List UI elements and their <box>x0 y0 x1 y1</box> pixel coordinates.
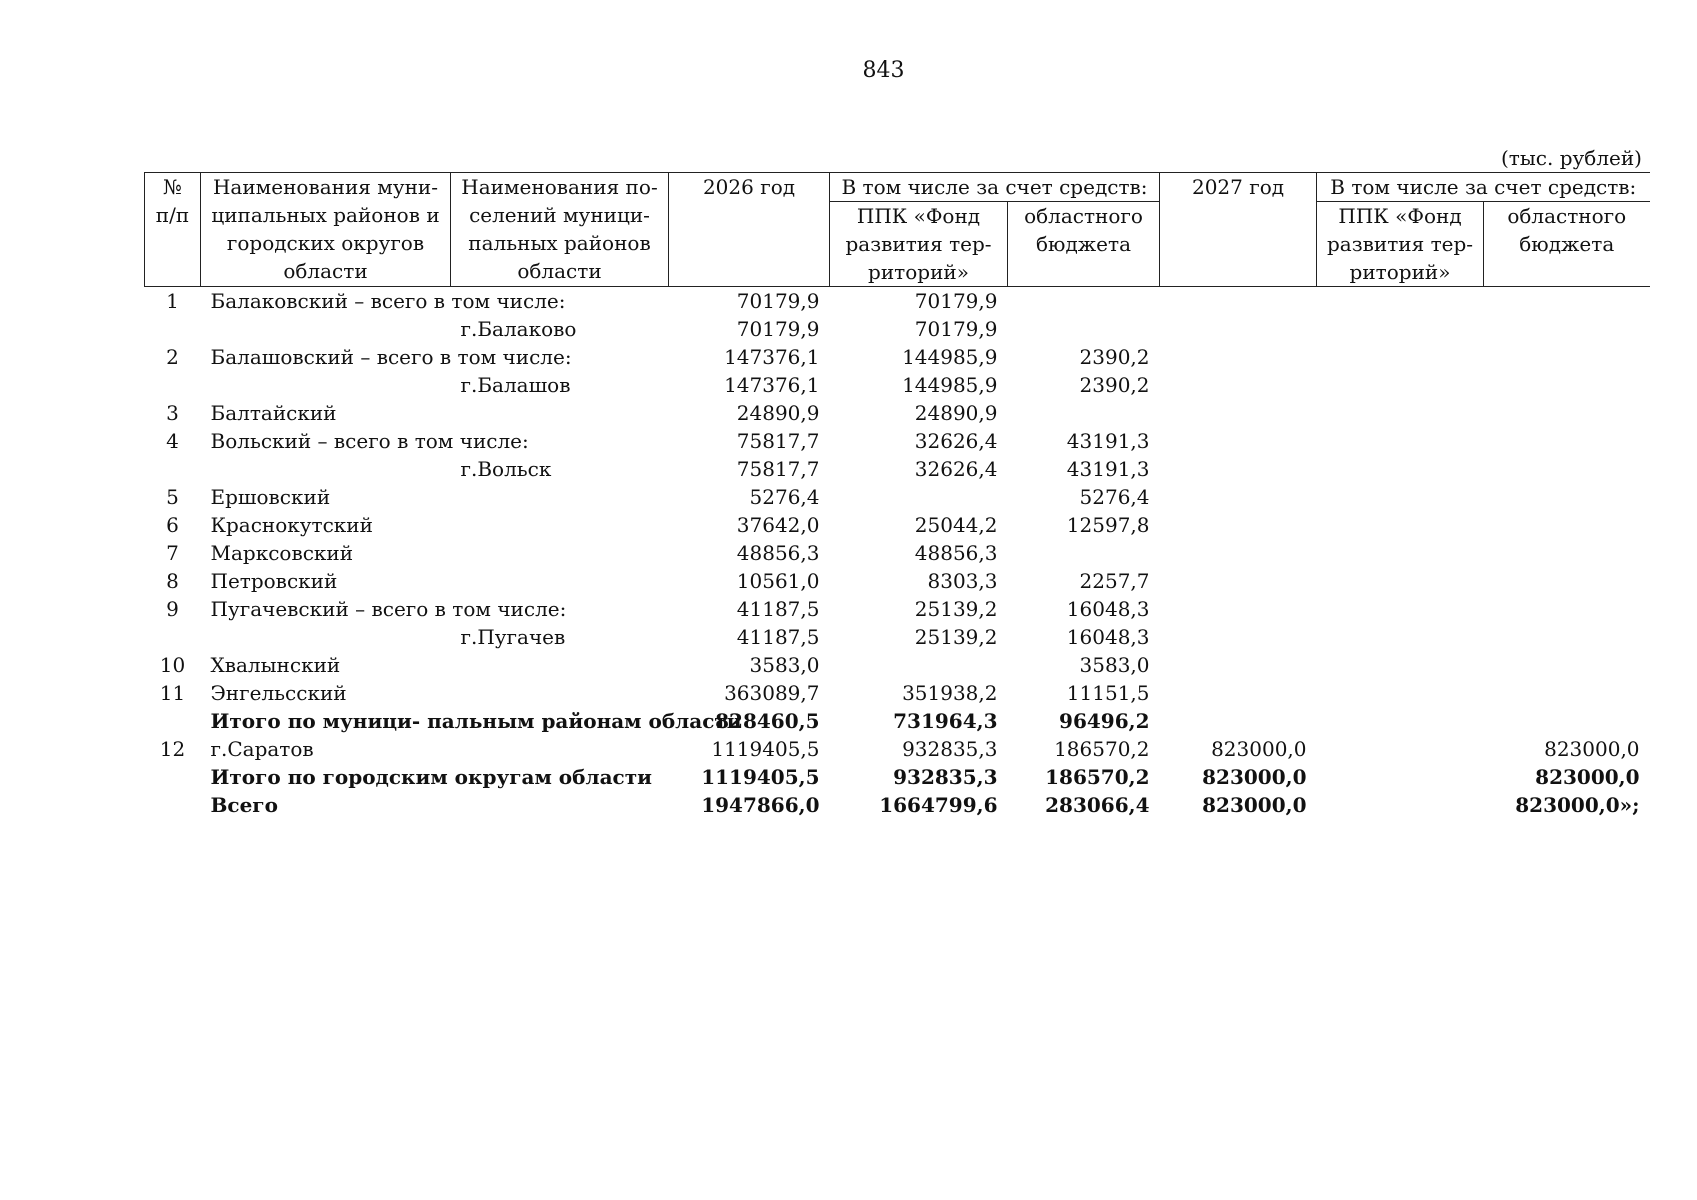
header-ppk-2027: ППК «Фонд развития территорий» <box>1317 202 1484 287</box>
row-number-cell: 11 <box>159 681 186 705</box>
total-2026-cell: 37642,0 <box>736 513 820 537</box>
ppk-2027-cell <box>1317 455 1484 483</box>
regional-2027-cell <box>1484 595 1650 623</box>
row-number-cell <box>145 455 201 483</box>
total-2027-cell <box>1160 707 1317 735</box>
district-name-cell: Балашовский – всего в том числе: <box>210 345 572 369</box>
ppk-2026-cell: 144985,9 <box>902 373 998 397</box>
regional-2026-cell: 16048,3 <box>1066 625 1150 649</box>
regional-2026-cell <box>1008 315 1160 343</box>
total-2027-cell <box>1160 371 1317 399</box>
ppk-2026-cell: 8303,3 <box>927 569 998 593</box>
ppk-2026-cell: 32626,4 <box>914 429 998 453</box>
header-settlements: Наименования поселений муниципальных районов области <box>451 173 669 287</box>
row-number-cell: 6 <box>166 513 179 537</box>
total-2026-cell: 10561,0 <box>736 569 820 593</box>
ppk-2026-cell: 25044,2 <box>914 513 998 537</box>
ppk-2027-cell <box>1317 595 1484 623</box>
table-row <box>145 679 1650 707</box>
header-including-2026: В том числе за счет средств: <box>830 173 1160 202</box>
header-ppk-2026: ППК «Фонд развития территорий» <box>830 202 1008 287</box>
settlement-name-cell <box>451 511 669 539</box>
table-row <box>145 511 1650 539</box>
ppk-2027-cell <box>1317 371 1484 399</box>
ppk-2027-cell <box>1317 735 1484 763</box>
regional-2026-cell: 2390,2 <box>1079 345 1150 369</box>
regional-2027-cell <box>1484 287 1650 316</box>
row-number-cell: 5 <box>166 485 179 509</box>
settlement-name-cell <box>451 791 669 819</box>
regional-2027-cell <box>1484 567 1650 595</box>
table-row <box>145 735 1650 763</box>
total-2026-cell: 41187,5 <box>736 625 820 649</box>
ppk-2026-cell: 1664799,6 <box>879 793 998 817</box>
total-2027-cell <box>1160 399 1317 427</box>
total-2026-cell: 147376,1 <box>724 345 820 369</box>
district-name-cell: Вольский – всего в том числе: <box>210 429 529 453</box>
header-number: № п/п <box>145 173 201 287</box>
budget-table <box>144 172 1650 819</box>
regional-2027-cell <box>1484 455 1650 483</box>
total-2026-cell: 75817,7 <box>736 457 820 481</box>
district-name-cell: Петровский <box>210 569 338 593</box>
total-2026-cell: 24890,9 <box>736 401 820 425</box>
table-row <box>145 315 1650 343</box>
table-row <box>145 651 1650 679</box>
regional-2026-cell: 43191,3 <box>1066 429 1150 453</box>
settlement-name-cell: г.Вольск <box>460 457 552 481</box>
total-2027-cell <box>1160 623 1317 651</box>
total-2026-cell: 363089,7 <box>724 681 820 705</box>
district-name-cell: Краснокутский <box>210 513 373 537</box>
total-2027-cell <box>1160 679 1317 707</box>
settlement-name-cell <box>451 483 669 511</box>
table-row <box>145 455 1650 483</box>
regional-2026-cell <box>1008 287 1160 316</box>
regional-2027-cell <box>1484 511 1650 539</box>
table-row <box>145 371 1650 399</box>
row-number-cell: 2 <box>166 345 179 369</box>
regional-2026-cell: 96496,2 <box>1059 709 1150 733</box>
header-districts: Наименования муниципальных районов и городских округов области <box>201 173 451 287</box>
table-row <box>145 539 1650 567</box>
regional-2027-cell <box>1484 371 1650 399</box>
ppk-2027-cell <box>1317 287 1484 316</box>
total-2027-cell <box>1160 539 1317 567</box>
table-total-row <box>145 707 1650 735</box>
row-number-cell: 7 <box>166 541 179 565</box>
district-name-cell: Итого по городским округам области <box>210 765 652 789</box>
total-2027-cell <box>1160 595 1317 623</box>
regional-2027-cell: 823000,0 <box>1535 765 1640 789</box>
table-total-row <box>145 763 1650 791</box>
total-2026-cell: 3583,0 <box>749 653 820 677</box>
total-2027-cell <box>1160 455 1317 483</box>
total-2026-cell: 70179,9 <box>736 317 820 341</box>
row-number-cell: 3 <box>166 401 179 425</box>
ppk-2026-cell: 144985,9 <box>902 345 998 369</box>
total-2027-cell <box>1160 483 1317 511</box>
settlement-name-cell <box>451 651 669 679</box>
table-body <box>145 287 1650 820</box>
regional-2027-cell <box>1484 651 1650 679</box>
table-header <box>145 173 1650 287</box>
ppk-2027-cell <box>1317 399 1484 427</box>
row-number-cell <box>145 707 201 735</box>
regional-2026-cell: 2257,7 <box>1079 569 1150 593</box>
regional-2026-cell: 283066,4 <box>1045 793 1150 817</box>
row-number-cell: 12 <box>159 737 186 761</box>
regional-2026-cell <box>1008 539 1160 567</box>
table-row <box>145 287 1650 316</box>
settlement-name-cell: г.Балашов <box>460 373 571 397</box>
ppk-2026-cell: 70179,9 <box>914 317 998 341</box>
ppk-2027-cell <box>1317 427 1484 455</box>
district-name-cell: Энгельсский <box>210 681 347 705</box>
ppk-2027-cell <box>1317 763 1484 791</box>
district-name-cell <box>201 455 451 483</box>
total-2026-cell: 147376,1 <box>724 373 820 397</box>
regional-2026-cell: 43191,3 <box>1066 457 1150 481</box>
ppk-2027-cell <box>1317 483 1484 511</box>
regional-2026-cell: 2390,2 <box>1079 373 1150 397</box>
total-2027-cell <box>1160 287 1317 316</box>
regional-2027-cell <box>1484 483 1650 511</box>
regional-2027-cell <box>1484 539 1650 567</box>
table-row <box>145 343 1650 371</box>
ppk-2026-cell: 25139,2 <box>914 597 998 621</box>
page-number: 843 <box>862 58 905 83</box>
regional-2026-cell: 16048,3 <box>1066 597 1150 621</box>
ppk-2027-cell <box>1317 539 1484 567</box>
total-2026-cell: 5276,4 <box>749 485 820 509</box>
table-row <box>145 483 1650 511</box>
row-number-cell <box>145 371 201 399</box>
district-name-cell: Балаковский – всего в том числе: <box>210 289 566 313</box>
ppk-2026-cell: 731964,3 <box>893 709 998 733</box>
row-number-cell <box>145 315 201 343</box>
regional-2026-cell <box>1008 399 1160 427</box>
district-name-cell: Хвалынский <box>210 653 341 677</box>
ppk-2026-cell: 32626,4 <box>914 457 998 481</box>
regional-2027-cell <box>1484 427 1650 455</box>
total-2026-cell: 1119405,5 <box>711 737 820 761</box>
header-year-2027: 2027 год <box>1160 173 1317 287</box>
district-name-cell: Марксовский <box>210 541 354 565</box>
regional-2026-cell: 12597,8 <box>1066 513 1150 537</box>
ppk-2026-cell: 932835,3 <box>902 737 998 761</box>
table-row <box>145 595 1650 623</box>
row-number-cell: 10 <box>159 653 186 677</box>
settlement-name-cell <box>451 567 669 595</box>
row-number-cell: 1 <box>166 289 179 313</box>
district-name-cell <box>201 371 451 399</box>
regional-2026-cell: 186570,2 <box>1045 765 1150 789</box>
row-number-cell <box>145 791 201 819</box>
row-number-cell: 4 <box>166 429 179 453</box>
total-2026-cell: 75817,7 <box>736 429 820 453</box>
regional-2027-cell <box>1484 623 1650 651</box>
district-name-cell <box>201 623 451 651</box>
row-number-cell: 9 <box>166 597 179 621</box>
ppk-2026-cell: 932835,3 <box>893 765 998 789</box>
total-2027-cell <box>1160 315 1317 343</box>
regional-2026-cell: 3583,0 <box>1079 653 1150 677</box>
ppk-2027-cell <box>1317 791 1484 819</box>
regional-2026-cell: 186570,2 <box>1054 737 1150 761</box>
regional-2027-cell: 823000,0»; <box>1515 793 1640 817</box>
header-year-2026: 2026 год <box>669 173 830 287</box>
regional-2027-cell <box>1484 315 1650 343</box>
total-2027-cell: 823000,0 <box>1202 765 1307 789</box>
total-2026-cell: 48856,3 <box>736 541 820 565</box>
settlement-name-cell <box>451 539 669 567</box>
total-2027-cell <box>1160 567 1317 595</box>
total-2027-cell <box>1160 511 1317 539</box>
regional-2026-cell: 11151,5 <box>1066 681 1150 705</box>
settlement-name-cell <box>451 399 669 427</box>
table-row <box>145 399 1650 427</box>
ppk-2026-cell: 25139,2 <box>914 625 998 649</box>
settlement-name-cell: г.Балаково <box>460 317 577 341</box>
ppk-2027-cell <box>1317 679 1484 707</box>
total-2026-cell: 41187,5 <box>736 597 820 621</box>
row-number-cell <box>145 623 201 651</box>
total-2027-cell: 823000,0 <box>1211 737 1307 761</box>
total-2026-cell: 1947866,0 <box>701 793 820 817</box>
ppk-2027-cell <box>1317 315 1484 343</box>
ppk-2026-cell: 48856,3 <box>914 541 998 565</box>
total-2027-cell <box>1160 651 1317 679</box>
row-number-cell <box>145 763 201 791</box>
ppk-2027-cell <box>1317 343 1484 371</box>
table-row <box>145 623 1650 651</box>
district-name-cell: Итого по муници- пальным районам области <box>210 709 742 733</box>
header-including-2027: В том числе за счет средств: <box>1317 173 1650 202</box>
total-2026-cell: 1119405,5 <box>701 765 820 789</box>
settlement-name-cell: г.Пугачев <box>460 625 566 649</box>
ppk-2026-cell: 24890,9 <box>914 401 998 425</box>
ppk-2027-cell <box>1317 511 1484 539</box>
header-regional-2027: областного бюджета <box>1484 202 1650 287</box>
total-2027-cell <box>1160 427 1317 455</box>
units-label: (тыс. рублей) <box>1501 146 1642 170</box>
ppk-2026-cell: 351938,2 <box>902 681 998 705</box>
regional-2027-cell <box>1484 343 1650 371</box>
table-total-row <box>145 791 1650 819</box>
district-name-cell <box>201 315 451 343</box>
regional-2027-cell <box>1484 679 1650 707</box>
table-row <box>145 427 1650 455</box>
total-2027-cell: 823000,0 <box>1202 793 1307 817</box>
total-2026-cell: 828460,5 <box>715 709 820 733</box>
header-regional-2026: областного бюджета <box>1008 202 1160 287</box>
settlement-name-cell <box>451 679 669 707</box>
table-row <box>145 567 1650 595</box>
district-name-cell: Всего <box>210 793 278 817</box>
ppk-2027-cell <box>1317 707 1484 735</box>
ppk-2026-cell <box>830 483 1008 511</box>
regional-2026-cell: 5276,4 <box>1079 485 1150 509</box>
regional-2027-cell <box>1484 707 1650 735</box>
district-name-cell: Ершовский <box>210 485 331 509</box>
total-2026-cell: 70179,9 <box>736 289 820 313</box>
total-2027-cell <box>1160 343 1317 371</box>
regional-2027-cell <box>1484 399 1650 427</box>
row-number-cell: 8 <box>166 569 179 593</box>
ppk-2026-cell: 70179,9 <box>914 289 998 313</box>
district-name-cell: Пугачевский – всего в том числе: <box>210 597 567 621</box>
ppk-2027-cell <box>1317 623 1484 651</box>
regional-2027-cell: 823000,0 <box>1544 737 1640 761</box>
district-name-cell: г.Саратов <box>210 737 314 761</box>
ppk-2027-cell <box>1317 567 1484 595</box>
district-name-cell: Балтайский <box>210 401 337 425</box>
ppk-2027-cell <box>1317 651 1484 679</box>
settlement-name-cell <box>451 735 669 763</box>
ppk-2026-cell <box>830 651 1008 679</box>
